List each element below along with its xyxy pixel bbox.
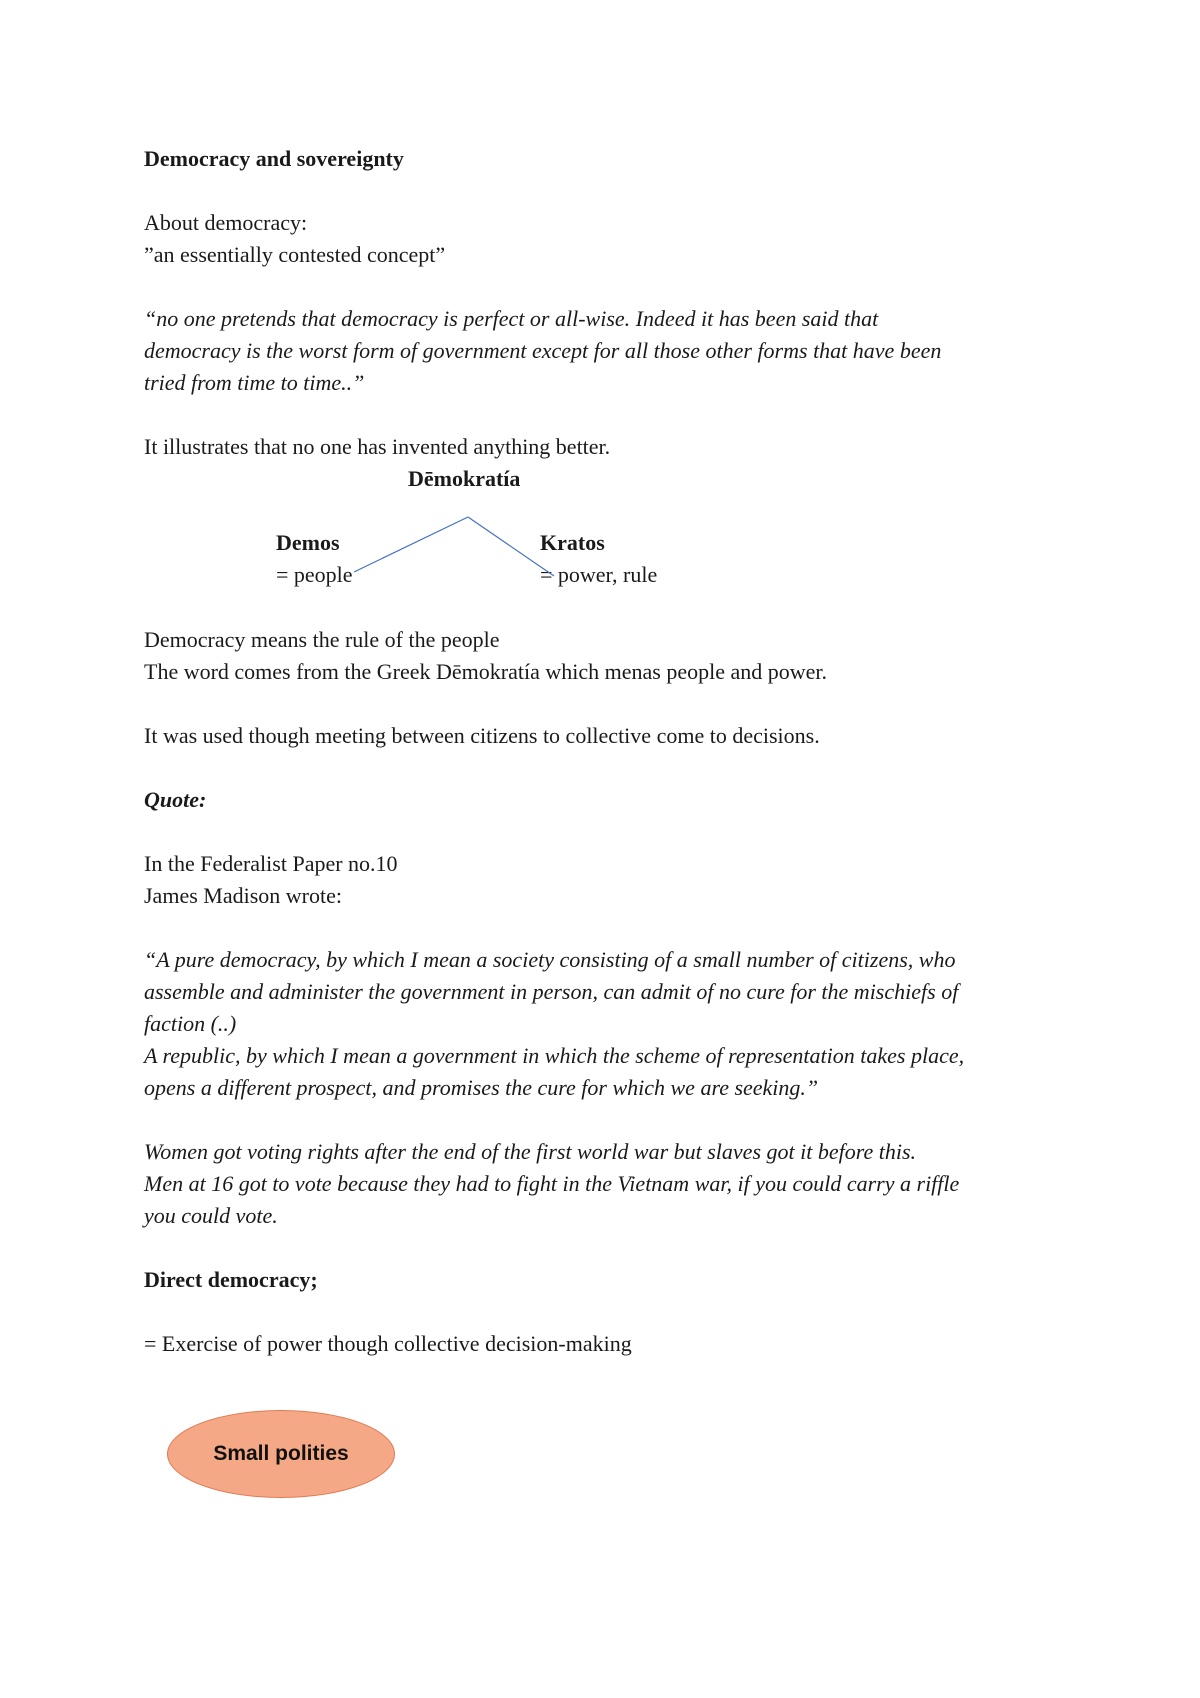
meaning-line: The word comes from the Greek Dēmokratía which menas people and power. <box>144 659 827 684</box>
federalist-line: In the Federalist Paper no.10 <box>144 851 398 876</box>
voting-note-line: you could vote. <box>144 1203 278 1228</box>
usage-line: It was used though meeting between citizens to collective come to decisions. <box>144 723 820 748</box>
about-heading: About democracy: <box>144 210 308 235</box>
madison-quote-line: “A pure democracy, by which I mean a society consisting of a small number of citizens, who <box>144 947 956 972</box>
diagram-line-right <box>468 517 554 576</box>
quote-line: tried from time to time..” <box>144 370 365 395</box>
diagram-kratos-label: Kratos <box>540 530 605 555</box>
quote-line: democracy is the worst form of government except for all those other forms that have been <box>144 338 942 363</box>
madison-quote-line: opens a different prospect, and promises the cure for which we are seeking.” <box>144 1075 819 1100</box>
diagram-connector-lines <box>0 0 1200 700</box>
madison-quote-line: A republic, by which I mean a government in which the scheme of representation takes place, <box>144 1043 965 1068</box>
illustrates-line: It illustrates that no one has invented anything better. <box>144 434 611 459</box>
madison-quote-line: assemble and administer the government in person, can admit of no cure for the mischiefs of <box>144 979 959 1004</box>
madison-quote-line: faction (..) <box>144 1011 237 1036</box>
federalist-line: James Madison wrote: <box>144 883 342 908</box>
voting-note-line: Women got voting rights after the end of the first world war but slaves got it before this. <box>144 1139 917 1164</box>
meaning-line: Democracy means the rule of the people <box>144 627 500 652</box>
diagram-demos-meaning: = people <box>276 562 353 587</box>
quote-line: “no one pretends that democracy is perfect or all-wise. Indeed it has been said that <box>144 306 879 331</box>
diagram-line-left <box>354 517 468 572</box>
diagram-kratos-meaning: = power, rule <box>540 562 658 587</box>
diagram-root-label: Dēmokratía <box>408 466 521 491</box>
quote-label: Quote: <box>144 787 207 812</box>
voting-note-line: Men at 16 got to vote because they had to fight in the Vietnam war, if you could carry a riffle <box>144 1171 960 1196</box>
small-polities-label: Small polities <box>213 1442 349 1465</box>
direct-democracy-heading: Direct democracy; <box>144 1267 318 1292</box>
document-title: Democracy and sovereignty <box>144 146 404 171</box>
small-polities-shape <box>167 1410 395 1498</box>
contested-concept-line: ”an essentially contested concept” <box>144 242 446 267</box>
direct-democracy-definition: = Exercise of power though collective decision-making <box>144 1331 632 1356</box>
diagram-demos-label: Demos <box>276 530 340 555</box>
